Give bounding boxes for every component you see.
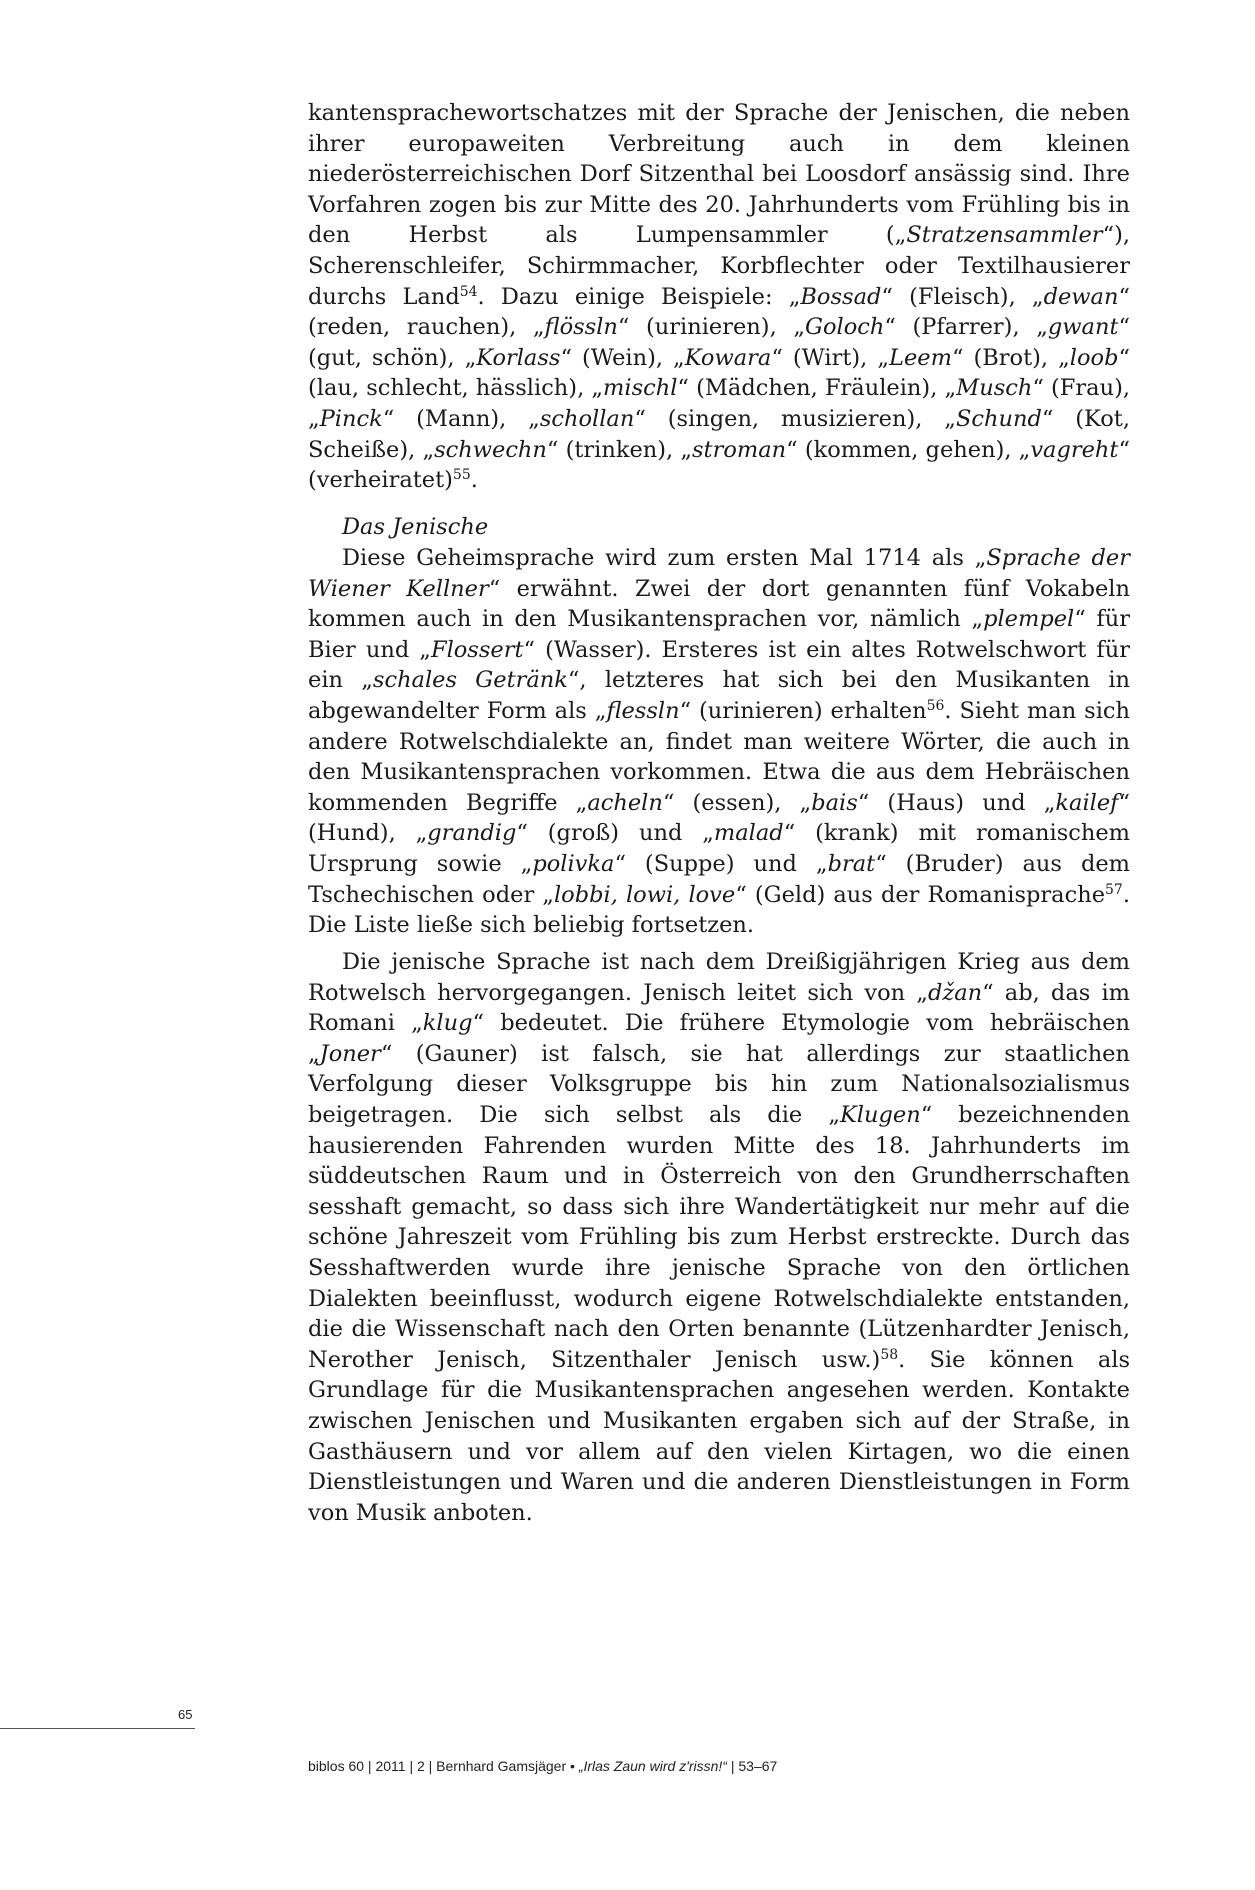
- text-run: “ (Wirt), „: [771, 344, 890, 371]
- section-heading: Das Jenische: [342, 514, 489, 540]
- text-run: “ (krank) mit romanischem Ursprung sowie „: [308, 820, 1130, 877]
- text-run: “ bezeichnenden hausierenden Fahrenden wurden Mitte des 18. Jahrhunderts im süddeutschen Raum und in Österreich von den Grundherrschaften sesshaft gemacht, so dass sich ihre Wandertätigkeit nur mehr auf die schöne Jahreszeit vom Frühling bis zum Herbst erstreckte. Durch das Sesshaftwerden wurde ihre jenische Sprache von den örtlichen Dialekten beeinflusst, wodurch eigene Rotwelschdialekte entstanden, die die Wissenschaft nach den Orten benannte (Lützenhardter Jenisch, Nerother Jenisch, Sitzenthaler Jenisch usw.): [308, 1101, 1130, 1373]
- term-italic: plempel: [983, 606, 1075, 633]
- term-italic: Klugen: [839, 1101, 921, 1128]
- term-italic: schollan: [539, 405, 635, 432]
- term-italic: grandig: [427, 820, 517, 847]
- text-run: “ (Hund), „: [308, 789, 1130, 847]
- term-italic: Bossad: [800, 283, 882, 310]
- text-run: .: [470, 467, 478, 494]
- text-run: Die jenische Sprache ist nach dem Dreißigjährigen Krieg aus dem Rotwelsch hervorgegangen. Jenisch leitet sich von „: [308, 949, 1130, 1006]
- text-run: “ (Suppe) und „: [614, 850, 828, 877]
- term-italic: bais: [811, 789, 858, 816]
- paragraph-text: [308, 98, 1130, 496]
- text-run: “ ab, das im Romani „: [308, 979, 1130, 1037]
- term-italic: Leem: [889, 344, 952, 371]
- text-run: “ (lau, schlecht, hässlich), „: [308, 344, 1130, 402]
- text-run: “), Scherenschleifer, Schirmmacher, Korbflechter oder Textilhausierer durchs Land: [308, 222, 1130, 310]
- text-run: “ (Wein), „: [560, 344, 685, 371]
- paragraph-geheimsprache: [308, 543, 1130, 941]
- footer-page-range: | 53–67: [726, 1758, 778, 1774]
- text-run: . Sieht man sich andere Rotwelschdialekte an, findet man weitere Wörter, die auch in den Musikantensprachen vorkommen. Etwa die aus dem Hebräischen kommenden Begriffe „: [308, 697, 1130, 816]
- text-run: “ (essen), „: [662, 789, 812, 816]
- text-run: “ (Haus) und „: [857, 789, 1056, 816]
- text-run: “ (Kot, Scheiße), „: [308, 405, 1130, 463]
- term-italic: stroman: [692, 436, 787, 463]
- text-run: “ (singen, musizieren), „: [634, 405, 956, 432]
- footnote-ref: 57: [1105, 881, 1123, 898]
- text-run: “ (groß) und „: [516, 820, 714, 847]
- text-run: “ bedeutet. Die frühere Etymologie vom hebräischen „: [308, 1010, 1130, 1067]
- term-italic: Musch: [956, 375, 1033, 402]
- term-italic: Sprache der Wiener Kellner: [308, 545, 1130, 602]
- paragraph-intro: [308, 98, 1130, 496]
- term-italic: acheln: [587, 789, 663, 816]
- term-italic: malad: [713, 820, 784, 847]
- term-italic: Stratzensammler: [906, 222, 1103, 249]
- term-italic: Korlass: [476, 344, 561, 371]
- text-run: “ (Mädchen, Fräulein), „: [677, 375, 957, 402]
- text-run: “ (urinieren), „: [617, 314, 805, 341]
- footer-journal-info: biblos 60 | 2011 | 2 | Bernhard Gamsjäger •: [308, 1758, 579, 1774]
- paragraph-jenische-sprache: [308, 947, 1130, 1528]
- text-run: “ für Bier und „: [308, 606, 1130, 663]
- footnote-ref: 58: [880, 1346, 899, 1363]
- text-run: “ erwähnt. Zwei der dort genannten fünf Vokabeln kommen auch in den Musikantensprachen vor, nämlich „: [308, 575, 1130, 633]
- running-footer: [308, 1758, 777, 1774]
- page-number-rule: [0, 1728, 195, 1729]
- text-run: “ (Geld) aus der Romanisprache: [735, 881, 1106, 908]
- term-italic: Pinck: [319, 405, 383, 432]
- term-italic: klug: [422, 1010, 473, 1037]
- text-run: “ (Frau), „: [308, 375, 1130, 432]
- term-italic: Goloch: [804, 314, 885, 341]
- term-italic: lobbi, lowi, love: [553, 881, 736, 908]
- term-italic: gwant: [1047, 314, 1119, 341]
- text-run: . Die Liste ließe sich beliebig fortsetzen.: [308, 881, 1130, 939]
- text-run: “ (Bruder) aus dem Tschechischen oder „: [308, 850, 1130, 908]
- text-run: “ (verheiratet): [308, 436, 1130, 494]
- page-number: 65: [178, 1707, 193, 1722]
- term-italic: džan: [927, 979, 983, 1006]
- text-run: “ (gut, schön), „: [308, 314, 1130, 371]
- term-italic: flössln: [544, 314, 618, 341]
- term-italic: Joner: [319, 1040, 381, 1067]
- text-run: “ (Wasser). Ersteres ist ein altes Rotwelschwort für ein „: [308, 636, 1130, 694]
- text-run: Diese Geheimsprache wird zum ersten Mal 1714 als „: [342, 545, 987, 571]
- footnote-ref: 56: [926, 697, 945, 714]
- term-italic: loob: [1069, 344, 1119, 371]
- text-run: “ (Mann), „: [382, 405, 540, 432]
- term-italic: schales Getränk: [372, 667, 568, 694]
- term-italic: brat: [827, 850, 876, 877]
- term-italic: mischl: [603, 375, 678, 402]
- text-run: “, letzteres hat sich bei den Musikanten in abgewandelter Form als „: [308, 667, 1131, 724]
- text-run: “ (Gauner) ist falsch, sie hat allerdings zur staatlichen Verfolgung dieser Volksgruppe bis hin zum Nationalsozialismus beigetragen. Die sich selbst als die „: [308, 1040, 1130, 1128]
- paragraph-text: [308, 947, 1130, 1528]
- text-run: “ (kommen, gehen), „: [786, 436, 1031, 463]
- term-italic: schwechn: [434, 436, 547, 463]
- text-run: kantensprachewortschatzes mit der Sprache der Jenischen, die neben ihrer europaweiten Verbreitung auch in dem kleinen niederösterreichischen Dorf Sitzenthal bei Loosdorf ansässig sind. Ihre Vorfahren zogen bis zur Mitte des 20. Jahrhunderts vom Frühling bis in den Herbst als Lumpensammler („: [308, 100, 1130, 249]
- footnote-ref: 55: [452, 467, 471, 484]
- term-italic: dewan: [1043, 283, 1119, 310]
- term-italic: flessln: [606, 697, 680, 724]
- text-run: . Sie können als Grundlage für die Musikantensprachen angesehen werden. Kontakte zwischen Jenischen und Musikanten ergaben sich auf der Straße, in Gasthäusern und vor allem auf den vielen Kirtagen, wo die einen Dienstleistungen und Waren und die anderen Dienstleistungen in Form von Musik anboten.: [308, 1346, 1130, 1526]
- term-italic: kailef: [1055, 789, 1119, 816]
- term-italic: Flossert: [430, 636, 524, 663]
- footer-article-title: „Irlas Zaun wird z'rissn!“: [578, 1758, 727, 1774]
- text-run: . Dazu einige Beispiele: „: [477, 283, 801, 310]
- text-run: “ (trinken), „: [546, 436, 693, 463]
- text-run: “ (urinieren) erhalten: [679, 697, 927, 724]
- text-run: “ (Brot), „: [951, 344, 1070, 371]
- text-run: “ (Pfarrer), „: [884, 314, 1048, 341]
- term-italic: polivka: [532, 850, 615, 877]
- text-run: “ (Fleisch), „: [881, 283, 1044, 310]
- footnote-ref: 54: [459, 283, 478, 300]
- paragraph-text: [308, 543, 1130, 941]
- term-italic: Kowara: [684, 344, 772, 371]
- term-italic: Schund: [955, 405, 1042, 432]
- term-italic: vagreht: [1030, 436, 1119, 463]
- text-run: “ (reden, rauchen), „: [308, 283, 1130, 341]
